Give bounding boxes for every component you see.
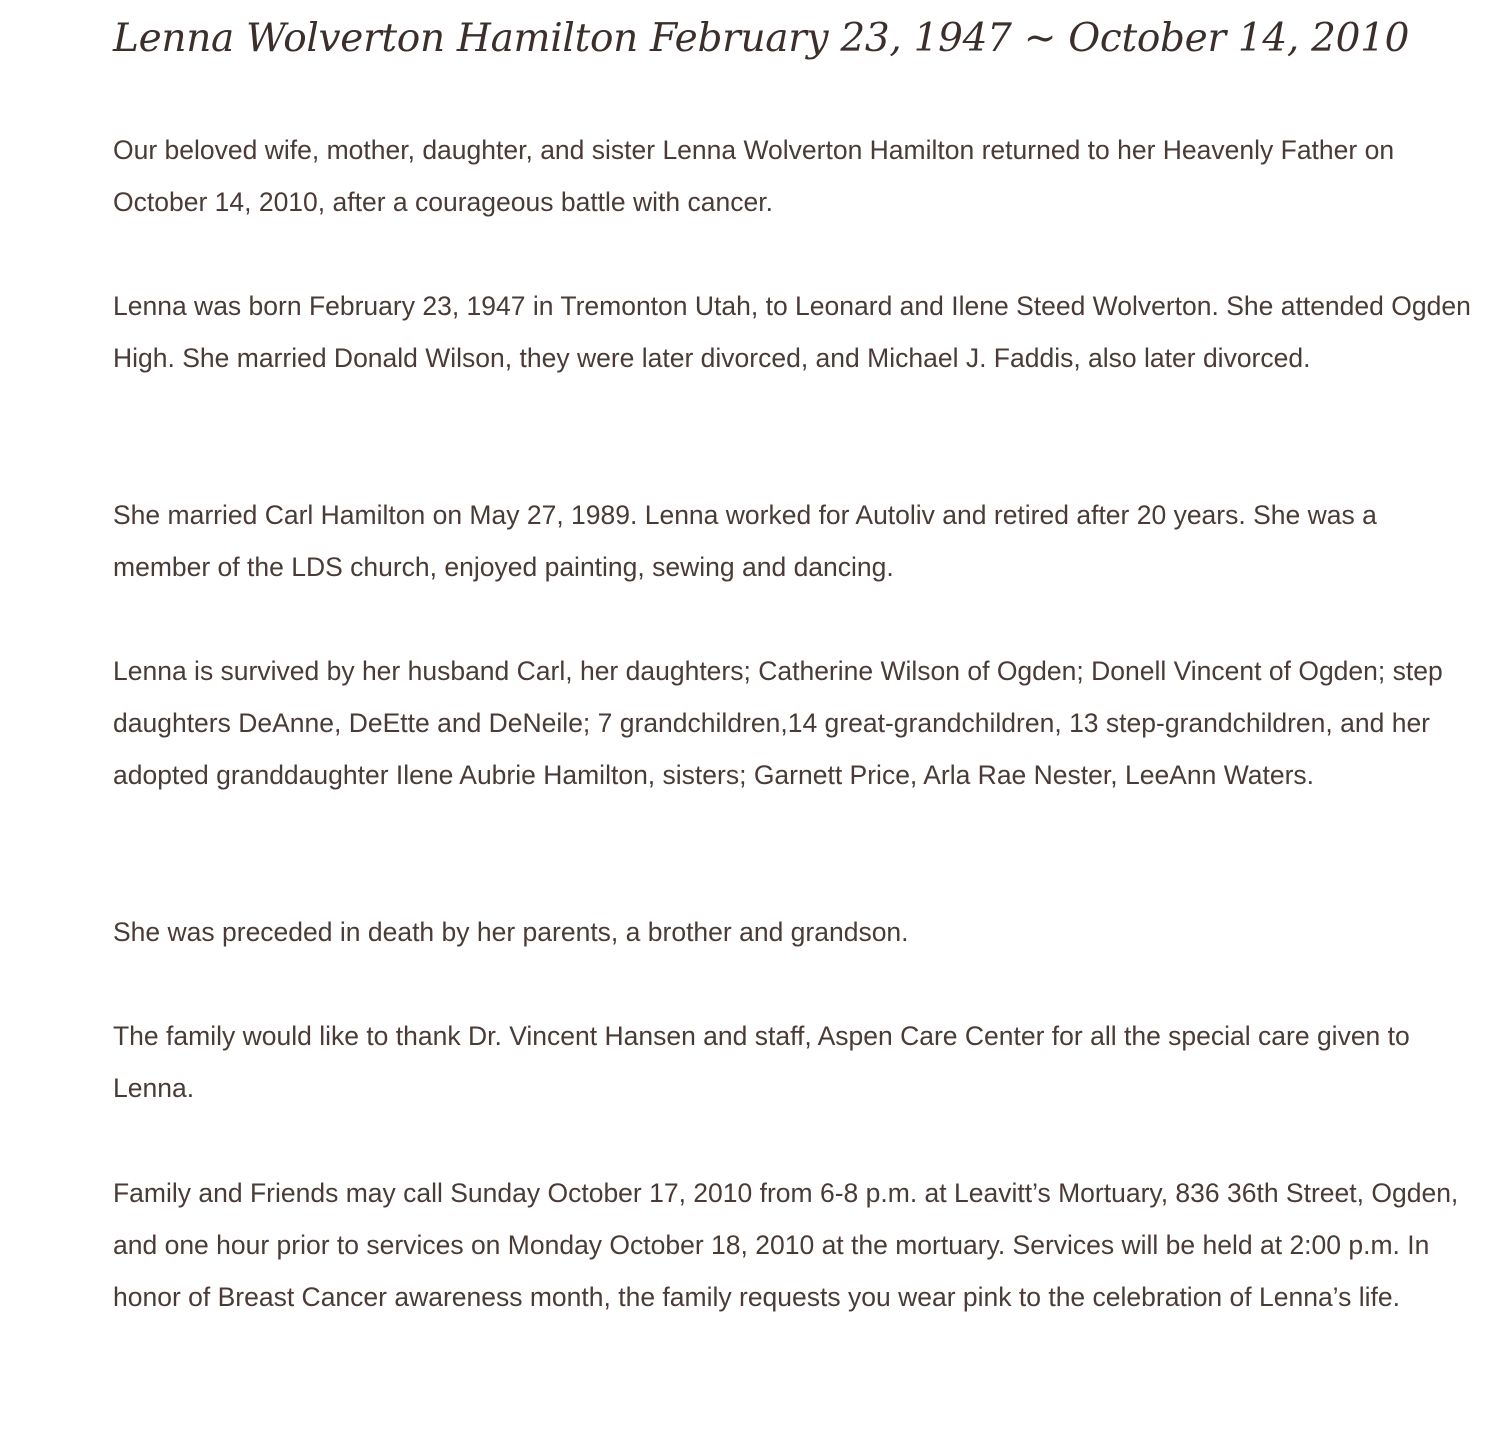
paragraph-marriage-career: She married Carl Hamilton on May 27, 1989. Lenna worked for Autoliv and retired after 20 years. She was a member of the LDS church, enjoyed painting, sewing and dancing. xyxy=(113,500,1377,582)
paragraph-early-life: Lenna was born February 23, 1947 in Tremonton Utah, to Leonard and Ilene Steed Wolverton. She attended Ogden High. She married Donald Wilson, they were later divorced, and Michael J. Faddis, also later divorced. xyxy=(113,291,1471,373)
page-title: Lenna Wolverton Hamilton February 23, 1947 ~ October 14, 2010 xyxy=(113,16,1410,61)
paragraph-passing: Our beloved wife, mother, daughter, and sister Lenna Wolverton Hamilton returned to her Heavenly Father on October 14, 2010, after a courageous battle with cancer. xyxy=(113,135,1395,217)
paragraph-services: Family and Friends may call Sunday October 17, 2010 from 6-8 p.m. at Leavitt’s Mortuary, 836 36th Street, Ogden, and one hour prior to services on Monday October 18, 2010 at the mortuary. Services will be held at 2:00 p.m. In honor of Breast Cancer awareness month, the family requests you wear pink to the celebration of Lenna’s life. xyxy=(113,1178,1459,1312)
paragraph-survivors: Lenna is survived by her husband Carl, her daughters; Catherine Wilson of Ogden; Donell Vincent of Ogden; step daughters DeAnne, DeEtte and DeNeile; 7 grandchildren,14 great-grandchildren, 13 step-grandchildren, and her adopted granddaughter Ilene Aubrie Hamilton, sisters; Garnett Price, Arla Rae Nester, LeeAnn Waters. xyxy=(113,656,1443,790)
paragraph-thanks: The family would like to thank Dr. Vincent Hansen and staff, Aspen Care Center for all the special care given to Lenna. xyxy=(113,1021,1410,1103)
paragraph-preceded: She was preceded in death by her parents, a brother and grandson. xyxy=(113,917,909,947)
